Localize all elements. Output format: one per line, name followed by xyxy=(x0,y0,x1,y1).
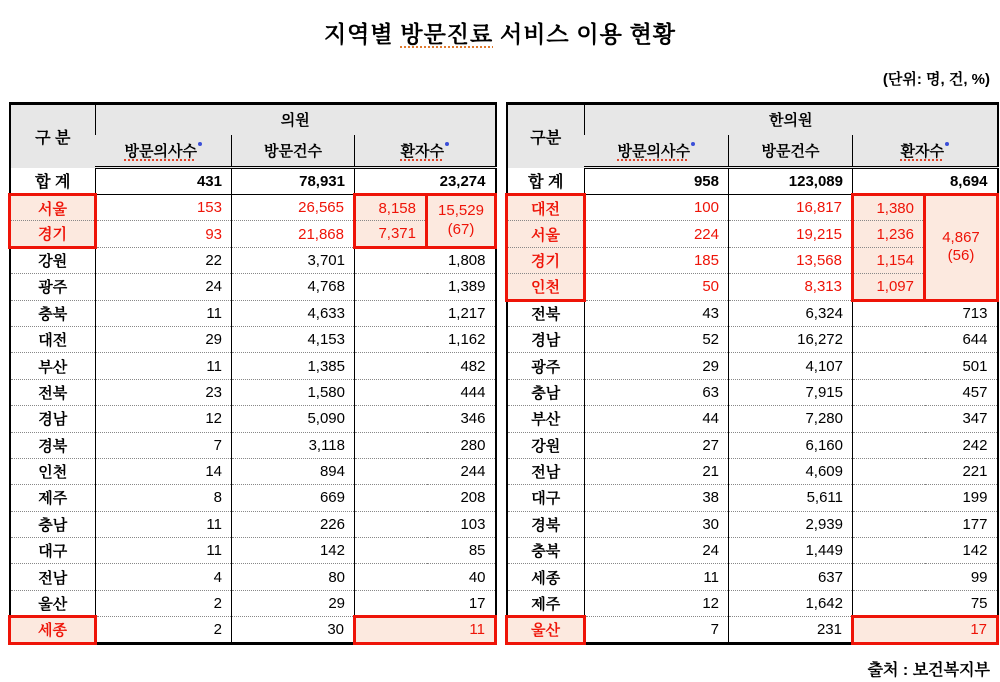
column-header-cell xyxy=(355,135,496,168)
visits-cell: 3,118 xyxy=(232,432,355,458)
visits-cell: 4,633 xyxy=(232,300,355,326)
column-header-cell xyxy=(96,135,232,168)
doctors-cell: 21 xyxy=(585,458,729,484)
doctors-cell: 44 xyxy=(585,406,729,432)
region-cell: 전남 xyxy=(507,458,585,484)
region-cell: 인천 xyxy=(507,274,585,300)
patients-sub-cell: 1,380 xyxy=(853,195,925,221)
region-cell: 충북 xyxy=(507,538,585,564)
region-cell: 서울 xyxy=(507,221,585,247)
title-part-squiggled: 방문진료 xyxy=(400,22,494,47)
merged-patients-pct: (56) xyxy=(947,247,975,265)
footnote-marker-icon xyxy=(691,142,695,146)
merged-patients-cell xyxy=(925,195,998,301)
region-cell: 울산 xyxy=(10,590,96,616)
visits-cell: 30 xyxy=(232,617,355,643)
doctors-cell: 63 xyxy=(585,379,729,405)
table-row xyxy=(507,247,998,273)
column-header-cell xyxy=(729,135,853,168)
doctors-cell: 11 xyxy=(96,511,232,537)
doctors-cell: 52 xyxy=(585,326,729,352)
table-row xyxy=(10,379,496,405)
span-header-cell: 의원 xyxy=(96,104,496,135)
doctors-cell: 38 xyxy=(585,485,729,511)
visits-cell: 80 xyxy=(232,564,355,590)
patients-cell: 199 xyxy=(853,485,998,511)
patients-cell: 11 xyxy=(355,617,496,643)
merged-patients-cell xyxy=(427,195,496,248)
column-header-label: 방문의사수 xyxy=(617,142,690,160)
page-title xyxy=(0,16,1000,49)
visits-cell: 29 xyxy=(232,590,355,616)
total-row xyxy=(507,168,998,195)
total-row xyxy=(10,168,496,195)
region-cell: 서울 xyxy=(10,195,96,221)
visits-cell: 7,280 xyxy=(729,406,853,432)
region-cell: 대전 xyxy=(10,326,96,352)
table-row xyxy=(507,485,998,511)
patients-cell: 85 xyxy=(355,538,496,564)
column-header-label: 환자수 xyxy=(900,142,944,160)
column-header-cell xyxy=(585,135,729,168)
region-cell: 경북 xyxy=(507,511,585,537)
patients-cell: 17 xyxy=(853,617,998,643)
clinic-table xyxy=(8,102,497,645)
table-row xyxy=(10,538,496,564)
patients-cell: 501 xyxy=(853,353,998,379)
column-header-cell xyxy=(232,135,355,168)
title-part-post: 서비스 이용 현황 xyxy=(493,22,677,47)
region-cell: 제주 xyxy=(507,590,585,616)
group-header-cell: 구 분 xyxy=(10,104,96,168)
doctors-cell: 11 xyxy=(96,353,232,379)
doctors-cell: 29 xyxy=(585,353,729,379)
doctors-cell: 4 xyxy=(96,564,232,590)
table-row xyxy=(10,511,496,537)
region-cell: 전북 xyxy=(507,300,585,326)
total-doctors-cell: 958 xyxy=(585,168,729,195)
table-row xyxy=(507,300,998,326)
visits-cell: 1,642 xyxy=(729,590,853,616)
visits-cell: 894 xyxy=(232,458,355,484)
doctors-cell: 153 xyxy=(96,195,232,221)
patients-sub-cell: 1,236 xyxy=(853,221,925,247)
total-visits-cell: 78,931 xyxy=(232,168,355,195)
region-cell: 울산 xyxy=(507,617,585,643)
column-header-cell xyxy=(853,135,998,168)
doctors-cell: 11 xyxy=(585,564,729,590)
patients-cell: 347 xyxy=(853,406,998,432)
span-header-cell: 한의원 xyxy=(585,104,998,135)
doctors-cell: 30 xyxy=(585,511,729,537)
region-cell: 경기 xyxy=(507,247,585,273)
visits-cell: 6,324 xyxy=(729,300,853,326)
doctors-cell: 11 xyxy=(96,300,232,326)
patients-cell: 280 xyxy=(355,432,496,458)
region-cell: 강원 xyxy=(10,247,96,273)
column-header-label: 방문건수 xyxy=(761,142,820,160)
table-row xyxy=(10,195,496,221)
visits-cell: 5,090 xyxy=(232,406,355,432)
doctors-cell: 7 xyxy=(96,432,232,458)
region-cell: 세종 xyxy=(507,564,585,590)
doctors-cell: 12 xyxy=(96,406,232,432)
table-row xyxy=(10,485,496,511)
visits-cell: 16,817 xyxy=(729,195,853,221)
title-part-pre: 지역별 xyxy=(323,22,401,47)
group-header-cell: 구분 xyxy=(507,104,585,168)
region-cell: 부산 xyxy=(507,406,585,432)
visits-cell: 4,153 xyxy=(232,326,355,352)
table-row xyxy=(507,353,998,379)
table-row xyxy=(507,511,998,537)
patients-cell: 177 xyxy=(853,511,998,537)
visits-cell: 637 xyxy=(729,564,853,590)
region-cell: 부산 xyxy=(10,353,96,379)
visits-cell: 16,272 xyxy=(729,326,853,352)
doctors-cell: 2 xyxy=(96,590,232,616)
total-visits-cell: 123,089 xyxy=(729,168,853,195)
patients-cell: 221 xyxy=(853,458,998,484)
column-header-label: 환자수 xyxy=(400,142,444,160)
patients-cell: 17 xyxy=(355,590,496,616)
doctors-cell: 29 xyxy=(96,326,232,352)
table-row xyxy=(10,247,496,273)
table-row xyxy=(507,458,998,484)
oriental-clinic-table xyxy=(505,102,999,645)
table-row xyxy=(10,406,496,432)
region-cell: 충남 xyxy=(10,511,96,537)
header-row-group xyxy=(507,104,998,135)
visits-cell: 21,868 xyxy=(232,221,355,247)
table-row xyxy=(507,432,998,458)
patients-cell: 713 xyxy=(853,300,998,326)
table-row xyxy=(10,432,496,458)
patients-cell: 1,162 xyxy=(355,326,496,352)
doctors-cell: 2 xyxy=(96,617,232,643)
doctors-cell: 93 xyxy=(96,221,232,247)
total-patients-cell: 8,694 xyxy=(853,168,998,195)
unit-note: (단위: 명, 건, %) xyxy=(882,71,990,88)
region-cell: 제주 xyxy=(10,485,96,511)
doctors-cell: 14 xyxy=(96,458,232,484)
table-row xyxy=(507,274,998,300)
patients-sub-cell: 1,097 xyxy=(853,274,925,300)
doctors-cell: 23 xyxy=(96,379,232,405)
header-row-group xyxy=(10,104,496,135)
footnote-marker-icon xyxy=(445,142,449,146)
visits-cell: 8,313 xyxy=(729,274,853,300)
visits-cell: 226 xyxy=(232,511,355,537)
visits-cell: 231 xyxy=(729,617,853,643)
table-row xyxy=(10,564,496,590)
visits-cell: 6,160 xyxy=(729,432,853,458)
patients-cell: 99 xyxy=(853,564,998,590)
table-row xyxy=(10,353,496,379)
table-row xyxy=(507,195,998,221)
region-cell: 광주 xyxy=(507,353,585,379)
patients-sub-cell: 7,371 xyxy=(355,221,427,247)
table-row xyxy=(507,221,998,247)
region-cell: 광주 xyxy=(10,274,96,300)
doctors-cell: 185 xyxy=(585,247,729,273)
table-row xyxy=(10,300,496,326)
doctors-cell: 8 xyxy=(96,485,232,511)
patients-cell: 644 xyxy=(853,326,998,352)
region-cell: 경남 xyxy=(507,326,585,352)
patients-cell: 457 xyxy=(853,379,998,405)
region-cell: 경남 xyxy=(10,406,96,432)
table-row xyxy=(507,326,998,352)
region-cell: 충북 xyxy=(10,300,96,326)
visits-cell: 4,768 xyxy=(232,274,355,300)
table-row xyxy=(507,617,998,643)
doctors-cell: 11 xyxy=(96,538,232,564)
region-cell: 충남 xyxy=(507,379,585,405)
footnote-marker-icon xyxy=(198,142,202,146)
doctors-cell: 24 xyxy=(585,538,729,564)
visits-cell: 13,568 xyxy=(729,247,853,273)
visits-cell: 26,565 xyxy=(232,195,355,221)
doctors-cell: 12 xyxy=(585,590,729,616)
region-cell: 강원 xyxy=(507,432,585,458)
table-row xyxy=(10,458,496,484)
visits-cell: 19,215 xyxy=(729,221,853,247)
total-label-cell: 합 계 xyxy=(507,168,585,195)
visits-cell: 4,609 xyxy=(729,458,853,484)
patients-cell: 244 xyxy=(355,458,496,484)
visits-cell: 669 xyxy=(232,485,355,511)
visits-cell: 142 xyxy=(232,538,355,564)
table-row xyxy=(10,617,496,643)
visits-cell: 2,939 xyxy=(729,511,853,537)
patients-cell: 75 xyxy=(853,590,998,616)
visits-cell: 4,107 xyxy=(729,353,853,379)
region-cell: 전북 xyxy=(10,379,96,405)
patients-cell: 103 xyxy=(355,511,496,537)
region-cell: 경북 xyxy=(10,432,96,458)
visits-cell: 1,580 xyxy=(232,379,355,405)
doctors-cell: 22 xyxy=(96,247,232,273)
table-row xyxy=(507,538,998,564)
patients-cell: 346 xyxy=(355,406,496,432)
region-cell: 경기 xyxy=(10,221,96,247)
doctors-cell: 7 xyxy=(585,617,729,643)
tables-container xyxy=(8,102,999,645)
table-row xyxy=(507,564,998,590)
visits-cell: 1,385 xyxy=(232,353,355,379)
page xyxy=(0,16,1000,682)
column-header-label: 방문의사수 xyxy=(124,142,197,160)
patients-cell: 208 xyxy=(355,485,496,511)
patients-cell: 444 xyxy=(355,379,496,405)
visits-cell: 1,449 xyxy=(729,538,853,564)
region-cell: 전남 xyxy=(10,564,96,590)
region-cell: 세종 xyxy=(10,617,96,643)
total-label-cell: 합 계 xyxy=(10,168,96,195)
region-cell: 대구 xyxy=(10,538,96,564)
footnote-marker-icon xyxy=(945,142,949,146)
total-doctors-cell: 431 xyxy=(96,168,232,195)
table-row xyxy=(507,379,998,405)
patients-cell: 142 xyxy=(853,538,998,564)
visits-cell: 5,611 xyxy=(729,485,853,511)
table-row xyxy=(10,590,496,616)
patients-cell: 1,389 xyxy=(355,274,496,300)
doctors-cell: 43 xyxy=(585,300,729,326)
total-patients-cell: 23,274 xyxy=(355,168,496,195)
table-row xyxy=(10,274,496,300)
source-note: 출처 : 보건복지부 xyxy=(867,662,990,679)
doctors-cell: 27 xyxy=(585,432,729,458)
patients-cell: 242 xyxy=(853,432,998,458)
table-row xyxy=(507,590,998,616)
table-row xyxy=(507,406,998,432)
merged-patients-value: 4,867 xyxy=(942,228,980,246)
doctors-cell: 24 xyxy=(96,274,232,300)
column-header-label: 방문건수 xyxy=(264,142,322,160)
patients-sub-cell: 1,154 xyxy=(853,247,925,273)
region-cell: 인천 xyxy=(10,458,96,484)
doctors-cell: 100 xyxy=(585,195,729,221)
patients-cell: 40 xyxy=(355,564,496,590)
doctors-cell: 224 xyxy=(585,221,729,247)
patients-cell: 1,808 xyxy=(355,247,496,273)
patients-cell: 482 xyxy=(355,353,496,379)
region-cell: 대구 xyxy=(507,485,585,511)
region-cell: 대전 xyxy=(507,195,585,221)
table-row xyxy=(10,221,496,247)
visits-cell: 7,915 xyxy=(729,379,853,405)
merged-patients-pct: (67) xyxy=(447,220,475,238)
patients-cell: 1,217 xyxy=(355,300,496,326)
merged-patients-value: 15,529 xyxy=(438,202,484,220)
visits-cell: 3,701 xyxy=(232,247,355,273)
table-row xyxy=(10,326,496,352)
patients-sub-cell: 8,158 xyxy=(355,195,427,221)
doctors-cell: 50 xyxy=(585,274,729,300)
